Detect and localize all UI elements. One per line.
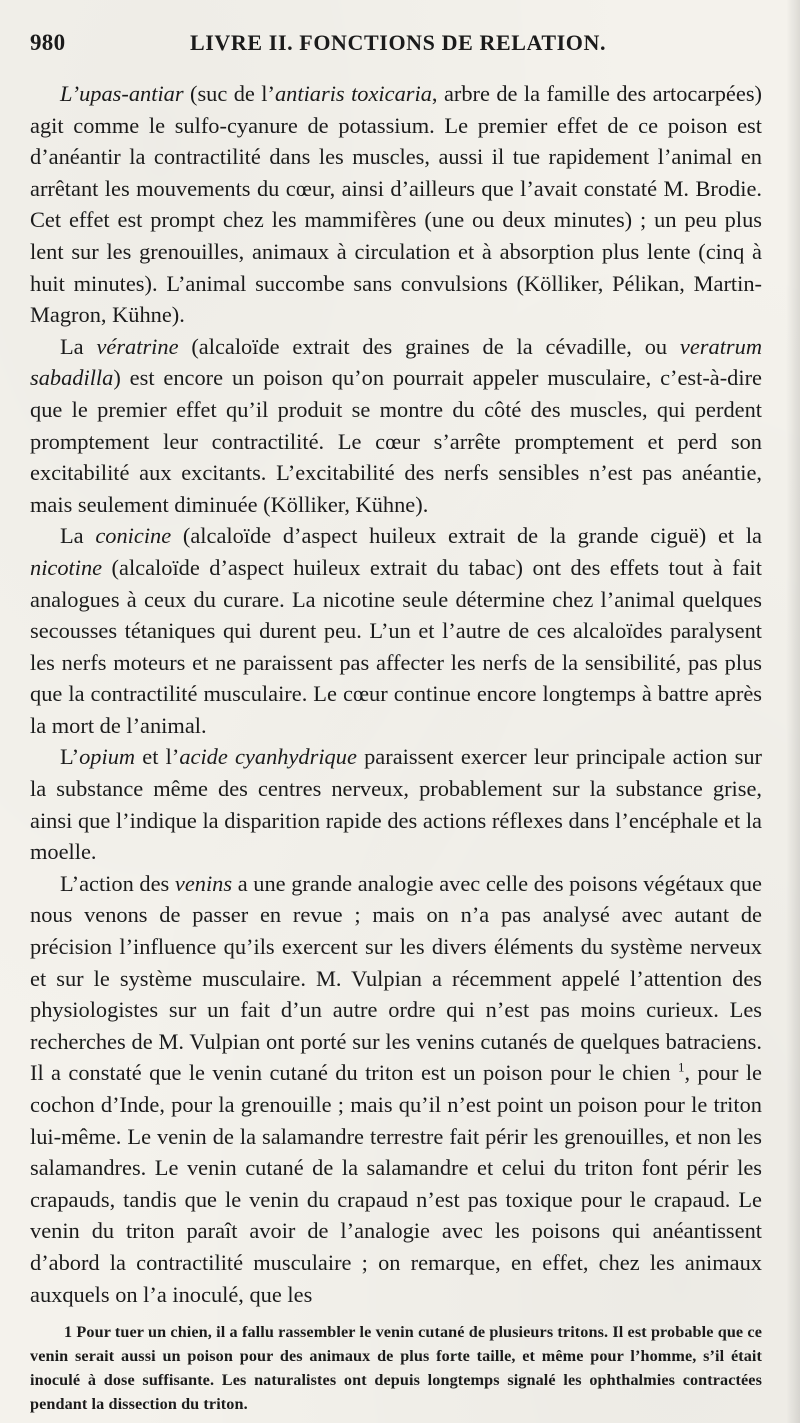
- paragraph-text: (alcaloïde d’aspect huileux extrait du tabac) ont des effets tout à fait analogues à ceux du curare. La nicotine seule détermine chez l’animal quelques secousses tétaniques qui durent peu. L’un et l’autre de ces alcaloïdes paralysent les nerfs moteurs et ne paraissent pas affecter les nerfs de la sensibilité, pas plus que la contractilité musculaire. Le cœur continue encore longtemps à battre après la mort de l’animal.: [30, 554, 762, 738]
- footnote-reference[interactable]: 1: [677, 1059, 685, 1075]
- term-veratrine: vératrine: [96, 333, 179, 359]
- term-antiaris-toxicaria: antiaris toxicaria: [274, 81, 432, 106]
- term-venins: venins: [174, 870, 233, 896]
- running-title: LIVRE II. FONCTIONS DE RELATION.: [190, 30, 607, 55]
- paragraph-veratrine: [30, 331, 762, 521]
- paragraph-text: (alcaloïde d’aspect huileux extrait de la grande ciguë) et la: [171, 523, 762, 549]
- paragraph-opium: [30, 741, 762, 867]
- footnote-marker: 1: [64, 1323, 73, 1342]
- footnote-1: [30, 1320, 762, 1416]
- paragraph-text: , pour le cochon d’Inde, pour la grenouille ; mais qu’il n’est point un poison pour le triton lui-même. Le venin de la salamandre terrestre fait périr les grenouilles, et non les salamandres. Le venin cutané de la salamandre et celui du triton font périr les crapauds, tandis que le venin du crapaud n’est pas toxique pour le crapaud. Le venin du triton paraît avoir de l’analogie avec les poisons qui anéantissent d’abord la contractilité musculaire ; on remarque, en effet, chez les animaux auxquels on l’a inoculé, que les: [30, 1060, 762, 1307]
- paragraph-text: La: [60, 523, 96, 549]
- paragraph-text: (alcaloïde extrait des graines de la cévadille, ou: [178, 333, 680, 359]
- term-nicotine: nicotine: [30, 554, 103, 580]
- paragraph-text: La: [60, 333, 97, 359]
- footnote-text: Pour tuer un chien, il a fallu rassembler le venin cutané de plusieurs tritons. Il est probable que ce venin serait aussi un poison pour des animaux de plus forte taille, et même pour l’homme, s’il était inoculé à dose suffisante. Les naturalistes ont depuis longtemps signalé les ophthalmies contractées pendant la dissection du triton.: [30, 1323, 762, 1414]
- term-upas-antiar: L’upas-antiar: [60, 81, 184, 106]
- term-acide-cyanhydrique: acide cyanhydrique: [179, 744, 357, 770]
- paragraph-upas-antiar: [30, 78, 762, 331]
- page-edge-shadow: [786, 0, 800, 1423]
- paragraph-text: L’action des: [60, 870, 175, 896]
- term-veratrum-sabadilla: veratrum sabadilla: [30, 333, 762, 391]
- paragraph-text: paraissent exercer leur principale action sur la substance même des centres nerveux, probablement sur la substance grise, ainsi que l’indique la disparition rapide des actions réflexes dans l’encéphale et la moelle.: [30, 744, 762, 865]
- body-text: [30, 78, 762, 1310]
- footnotes: [30, 1320, 762, 1416]
- paragraph-conicine-nicotine: [30, 520, 762, 741]
- paragraph-text: et l’: [135, 744, 180, 770]
- paragraph-text: ) est encore un poison qu’on pourrait appeler musculaire, c’est-à-dire que le premier effet qu’il produit se montre du côté des muscles, qui perdent promptement leur contractilité. Le cœur s’arrête promptement et perd son excitabilité aux excitants. L’excitabilité des nerfs sensibles n’est pas anéantie, mais seulement diminuée (Kölliker, Kühne).: [30, 365, 762, 517]
- paragraph-text: , arbre de la famille des artocarpées) agit comme le sulfo-cyanure de potassium. Le premier effet de ce poison est d’anéantir la contractilité dans les muscles, aussi il tue rapidement l’animal en arrêtant les mouvements du cœur, ainsi d’ailleurs que l’avait constaté M. Brodie. Cet effet est prompt chez les mammifères (une ou deux minutes) ; un peu plus lent sur les grenouilles, animaux à circulation et à absorption plus lente (cinq à huit minutes). L’animal succombe sans convulsions (Kölliker, Pélikan, Martin-Magron, Kühne).: [30, 81, 762, 328]
- page-number: 980: [30, 30, 66, 55]
- term-opium: opium: [79, 744, 136, 770]
- paragraph-venins: [30, 868, 762, 1310]
- running-head: [30, 30, 762, 78]
- paragraph-text: a une grande analogie avec celle des poisons végétaux que nous venons de passer en revue ; mais on n’a pas analysé avec autant de précision l’influence qu’ils exercent sur les divers éléments du système nerveux et sur le système musculaire. M. Vulpian a récemment appelé l’attention des physiologistes sur un fait d’un autre ordre qui n’est pas moins curieux. Les recherches de M. Vulpian ont porté sur les venins cutanés de quelques batraciens. Il a constaté que le venin cutané du triton est un poison pour le chien: [30, 870, 762, 1086]
- paragraph-text: (suc de l’: [183, 81, 275, 106]
- term-conicine: conicine: [95, 523, 172, 549]
- paragraph-text: L’: [60, 744, 80, 770]
